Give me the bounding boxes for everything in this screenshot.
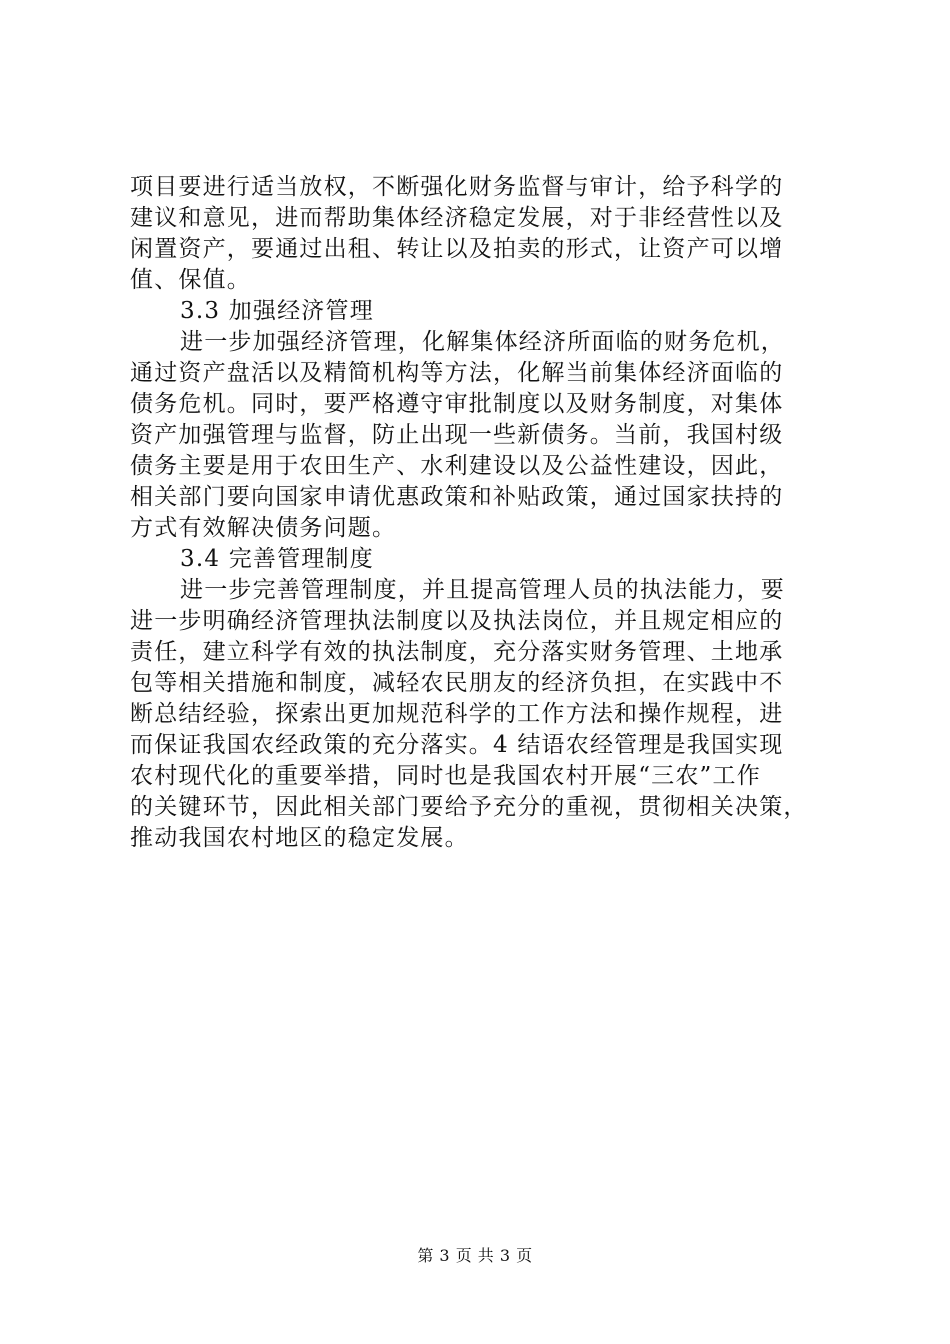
text-line: 农村现代化的重要举措，同时也是我国农村开展“三农”工作 xyxy=(130,763,761,789)
section-heading-3-4: 3.4 完善管理制度 xyxy=(180,546,374,572)
text-line: 而保证我国农经政策的充分落实。4 结语农经管理是我国实现 xyxy=(130,732,784,758)
section-heading-3-3: 3.3 加强经济管理 xyxy=(180,298,374,324)
document-body xyxy=(130,172,830,854)
text-line: 的关键环节，因此相关部门要给予充分的重视，贯彻相关决策， xyxy=(130,794,808,820)
paragraph-first-line: 进一步完善管理制度，并且提高管理人员的执法能力，要 xyxy=(180,577,785,603)
text-line: 建议和意见，进而帮助集体经济稳定发展，对于非经营性以及 xyxy=(130,205,784,231)
text-line: 通过资产盘活以及精简机构等方法，化解当前集体经济面临的 xyxy=(130,360,784,386)
text-line: 断总结经验，探索出更加规范科学的工作方法和操作规程，进 xyxy=(130,701,784,727)
text-line: 责任，建立科学有效的执法制度，充分落实财务管理、土地承 xyxy=(130,639,784,665)
text-line: 值、保值。 xyxy=(130,267,251,293)
text-line: 资产加强管理与监督，防止出现一些新债务。当前，我国村级 xyxy=(130,422,784,448)
text-line: 债务主要是用于农田生产、水利建设以及公益性建设，因此， xyxy=(130,453,784,479)
text-line: 债务危机。同时，要严格遵守审批制度以及财务制度，对集体 xyxy=(130,391,784,417)
text-line: 进一步明确经济管理执法制度以及执法岗位，并且规定相应的 xyxy=(130,608,784,634)
page-number-footer: 第 3 页 共 3 页 xyxy=(417,1246,533,1265)
text-line: 闲置资产，要通过出租、转让以及拍卖的形式，让资产可以增 xyxy=(130,236,784,262)
text-line: 相关部门要向国家申请优惠政策和补贴政策，通过国家扶持的 xyxy=(130,484,784,510)
text-line: 包等相关措施和制度，减轻农民朋友的经济负担，在实践中不 xyxy=(130,670,784,696)
paragraph-first-line: 进一步加强经济管理，化解集体经济所面临的财务危机， xyxy=(180,329,785,355)
text-line: 推动我国农村地区的稳定发展。 xyxy=(130,825,469,851)
text-line: 方式有效解决债务问题。 xyxy=(130,515,397,541)
text-line: 项目要进行适当放权，不断强化财务监督与审计，给予科学的 xyxy=(130,174,784,200)
